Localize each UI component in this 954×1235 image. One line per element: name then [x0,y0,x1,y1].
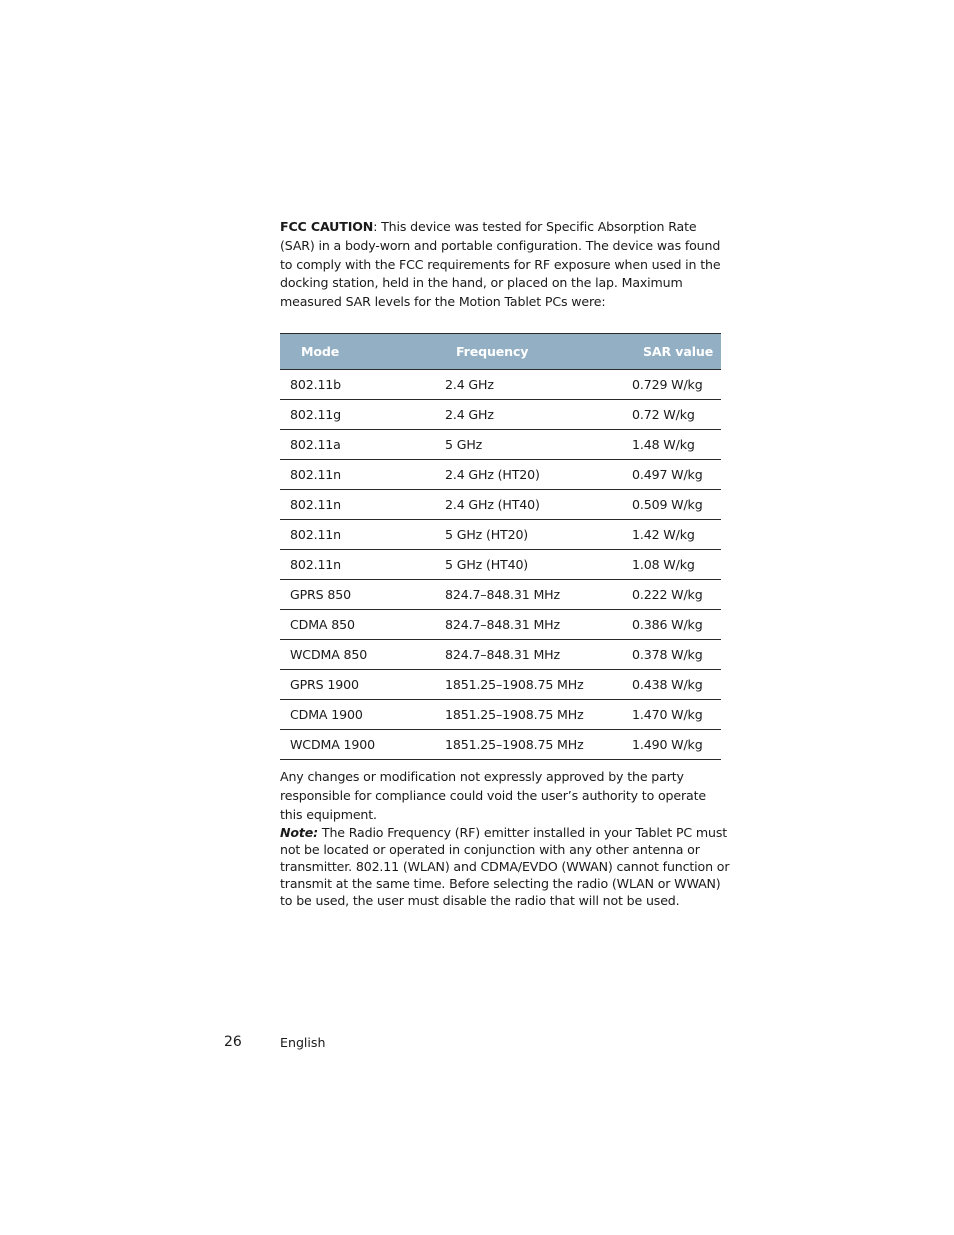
cell-frequency: 2.4 GHz (HT20) [445,460,632,490]
table-body [280,370,721,760]
cell-sar-value: 0.438 W/kg [632,670,721,700]
cell-mode: 802.11n [280,490,445,520]
cell-frequency: 1851.25–1908.75 MHz [445,670,632,700]
cell-sar-value: 0.497 W/kg [632,460,721,490]
fcc-caution-text: : This device was tested for Specific Absorption Rate (SAR) in a body-worn and portable configuration. The device was found to comply with the FCC requirements for RF exposure when used in the docking station, held in the hand, or placed on the lap. Maximum measured SAR levels for the Motion Tablet PCs were: [280,219,721,310]
cell-mode: WCDMA 1900 [280,730,445,760]
cell-mode: 802.11a [280,430,445,460]
cell-sar-value: 1.490 W/kg [632,730,721,760]
cell-frequency: 824.7–848.31 MHz [445,640,632,670]
cell-mode: GPRS 1900 [280,670,445,700]
cell-frequency: 5 GHz (HT40) [445,550,632,580]
cell-sar-value: 1.470 W/kg [632,700,721,730]
cell-frequency: 824.7–848.31 MHz [445,610,632,640]
cell-sar-value: 0.386 W/kg [632,610,721,640]
cell-sar-value: 0.378 W/kg [632,640,721,670]
note-label: Note: [280,825,319,840]
cell-sar-value: 1.08 W/kg [632,550,721,580]
table-row [280,640,721,670]
table-row [280,430,721,460]
cell-mode: CDMA 850 [280,610,445,640]
note-text: The Radio Frequency (RF) emitter installed in your Tablet PC must not be located or operated in conjunction with any other antenna or transmitter. 802.11 (WLAN) and CDMA/EVDO (WWAN) cannot function or transmit at the same time. Before selecting the radio (WLAN or WWAN) to be used, the user must disable the radio that will not be used. [280,825,730,908]
compliance-section [280,768,732,824]
cell-mode: 802.11n [280,520,445,550]
cell-sar-value: 0.729 W/kg [632,370,721,400]
cell-mode: CDMA 1900 [280,700,445,730]
table-row [280,700,721,730]
table-row [280,370,721,400]
compliance-paragraph: Any changes or modification not expressly approved by the party responsible for compliance could void the user’s authority to operate this equipment. [280,769,706,822]
cell-mode: 802.11n [280,550,445,580]
header-sar-value: SAR value [643,344,714,359]
cell-mode: 802.11n [280,460,445,490]
table-row [280,610,721,640]
table-row [280,460,721,490]
cell-frequency: 2.4 GHz [445,400,632,430]
cell-frequency: 1851.25–1908.75 MHz [445,700,632,730]
cell-mode: GPRS 850 [280,580,445,610]
cell-mode: 802.11g [280,400,445,430]
table-row [280,490,721,520]
note-section [280,824,732,909]
table-row [280,400,721,430]
cell-frequency: 5 GHz [445,430,632,460]
table-row [280,670,721,700]
sar-table [280,333,721,760]
fcc-caution-section [280,218,730,312]
cell-sar-value: 0.509 W/kg [632,490,721,520]
header-frequency: Frequency [456,344,529,359]
cell-mode: WCDMA 850 [280,640,445,670]
table-row [280,520,721,550]
header-mode: Mode [301,344,340,359]
cell-frequency: 824.7–848.31 MHz [445,580,632,610]
table-row [280,730,721,760]
note-paragraph [280,824,732,909]
table-row [280,580,721,610]
cell-mode: 802.11b [280,370,445,400]
cell-frequency: 5 GHz (HT20) [445,520,632,550]
cell-sar-value: 1.42 W/kg [632,520,721,550]
footer-language: English [280,1035,326,1050]
fcc-caution-label: FCC CAUTION [280,219,374,234]
cell-sar-value: 0.222 W/kg [632,580,721,610]
table-row [280,550,721,580]
cell-sar-value: 1.48 W/kg [632,430,721,460]
cell-frequency: 2.4 GHz (HT40) [445,490,632,520]
cell-frequency: 2.4 GHz [445,370,632,400]
fcc-caution-paragraph [280,218,730,312]
table-header-row [280,334,721,370]
page-number: 26 [224,1034,242,1050]
cell-frequency: 1851.25–1908.75 MHz [445,730,632,760]
cell-sar-value: 0.72 W/kg [632,400,721,430]
